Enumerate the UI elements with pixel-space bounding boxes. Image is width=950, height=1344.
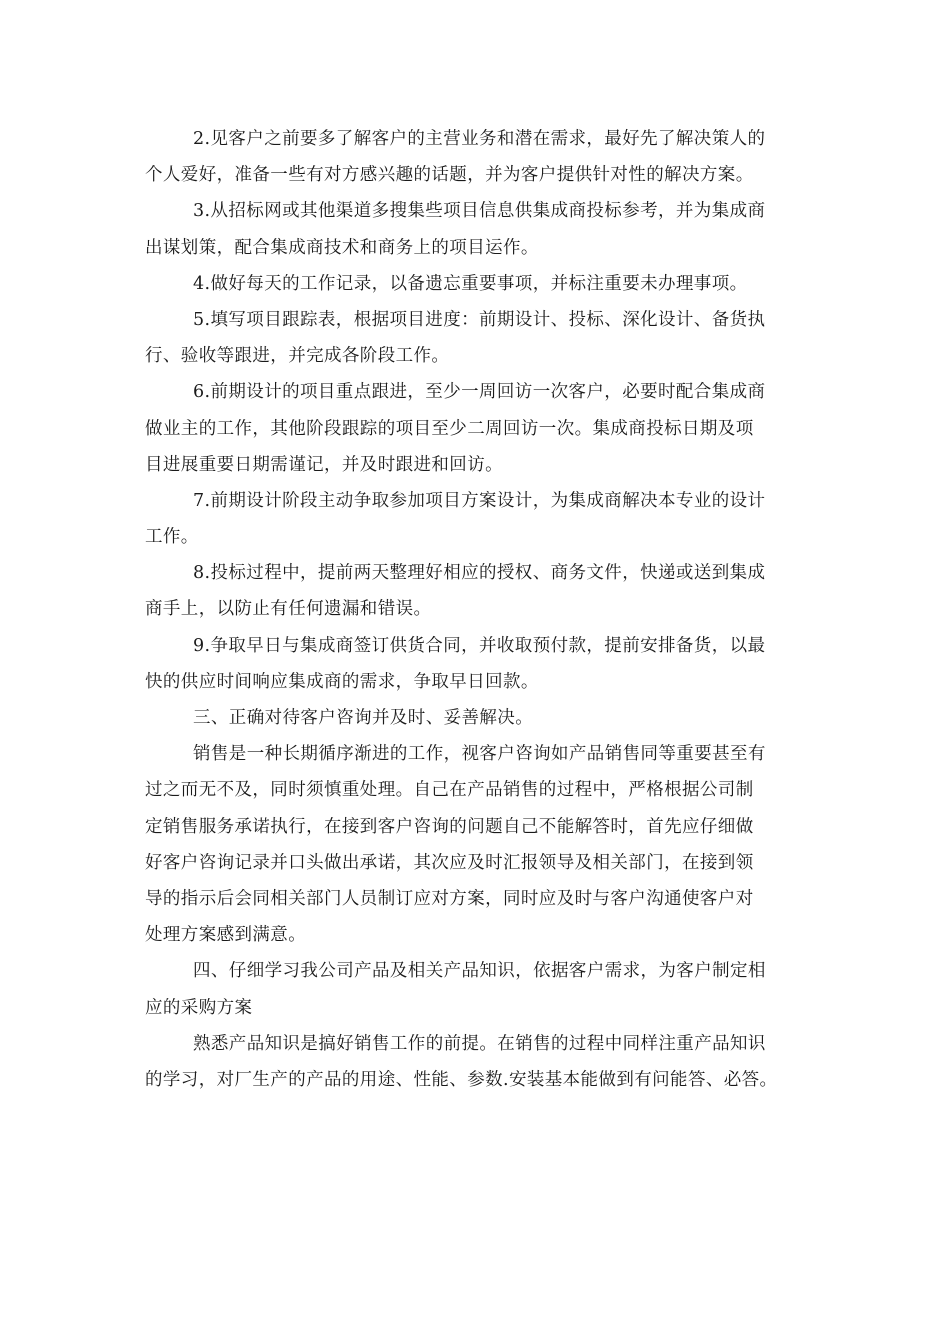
text-line: 商手上，以防止有任何遗漏和错误。 (145, 599, 432, 620)
text-line: 工作。 (145, 527, 199, 548)
text-line: 做业主的工作，其他阶段跟踪的项目至少二周回访一次。集成商投标日期及项 (145, 418, 754, 439)
text-line: 4.做好每天的工作记录，以备遗忘重要事项，并标注重要未办理事项。 (193, 273, 748, 294)
text-line: 个人爱好，准备一些有对方感兴趣的话题，并为客户提供针对性的解决方案。 (145, 165, 754, 186)
text-line: 定销售服务承诺执行，在接到客户咨询的问题自己不能解答时，首先应仔细做 (145, 816, 754, 837)
section-heading: 四、仔细学习我公司产品及相关产品知识，依据客户需求，为客户制定相 (193, 961, 766, 982)
text-line: 8.投标过程中，提前两天整理好相应的授权、商务文件，快递或送到集成 (193, 563, 766, 584)
text-line: 9.争取早日与集成商签订供货合同，并收取预付款，提前安排备货，以最 (193, 635, 766, 656)
text-line: 销售是一种长期循序渐进的工作，视客户咨询如产品销售同等重要甚至有 (193, 744, 766, 765)
document-body (145, 121, 825, 1098)
text-line: 2.见客户之前要多了解客户的主营业务和潜在需求，最好先了解决策人的 (193, 129, 766, 149)
text-line: 目进展重要日期需谨记，并及时跟进和回访。 (145, 454, 503, 475)
text-line: 行、验收等跟进，并完成各阶段工作。 (145, 346, 450, 367)
text-line: 快的供应时间响应集成商的需求，争取早日回款。 (145, 671, 539, 692)
text-line: 出谋划策，配合集成商技术和商务上的项目运作。 (145, 237, 539, 258)
text-line: 的学习，对厂生产的产品的用途、性能、参数.安装基本能做到有问能答、必答。 (145, 1069, 778, 1090)
text-line: 6.前期设计的项目重点跟进，至少一周回访一次客户，必要时配合集成商 (193, 382, 766, 403)
section-heading: 三、正确对待客户咨询并及时、妥善解决。 (193, 708, 534, 728)
text-line: 导的指示后会同相关部门人员制订应对方案，同时应及时与客户沟通使客户对 (145, 888, 754, 909)
text-line: 5.填写项目跟踪表，根据项目进度：前期设计、投标、深化设计、备货执 (193, 309, 766, 330)
text-line: 熟悉产品知识是搞好销售工作的前提。在销售的过程中同样注重产品知识 (193, 1033, 766, 1054)
text-line: 处理方案感到满意。 (145, 925, 307, 946)
text-line: 7.前期设计阶段主动争取参加项目方案设计，为集成商解决本专业的设计 (193, 490, 766, 511)
text-line: 好客户咨询记录并口头做出承诺，其次应及时汇报领导及相关部门，在接到领 (145, 852, 754, 873)
text-line: 过之而无不及，同时须慎重处理。自己在产品销售的过程中，严格根据公司制 (145, 780, 754, 801)
section-heading-continued: 应的采购方案 (145, 997, 253, 1018)
text-line: 3.从招标网或其他渠道多搜集些项目信息供集成商投标参考，并为集成商 (193, 201, 766, 222)
